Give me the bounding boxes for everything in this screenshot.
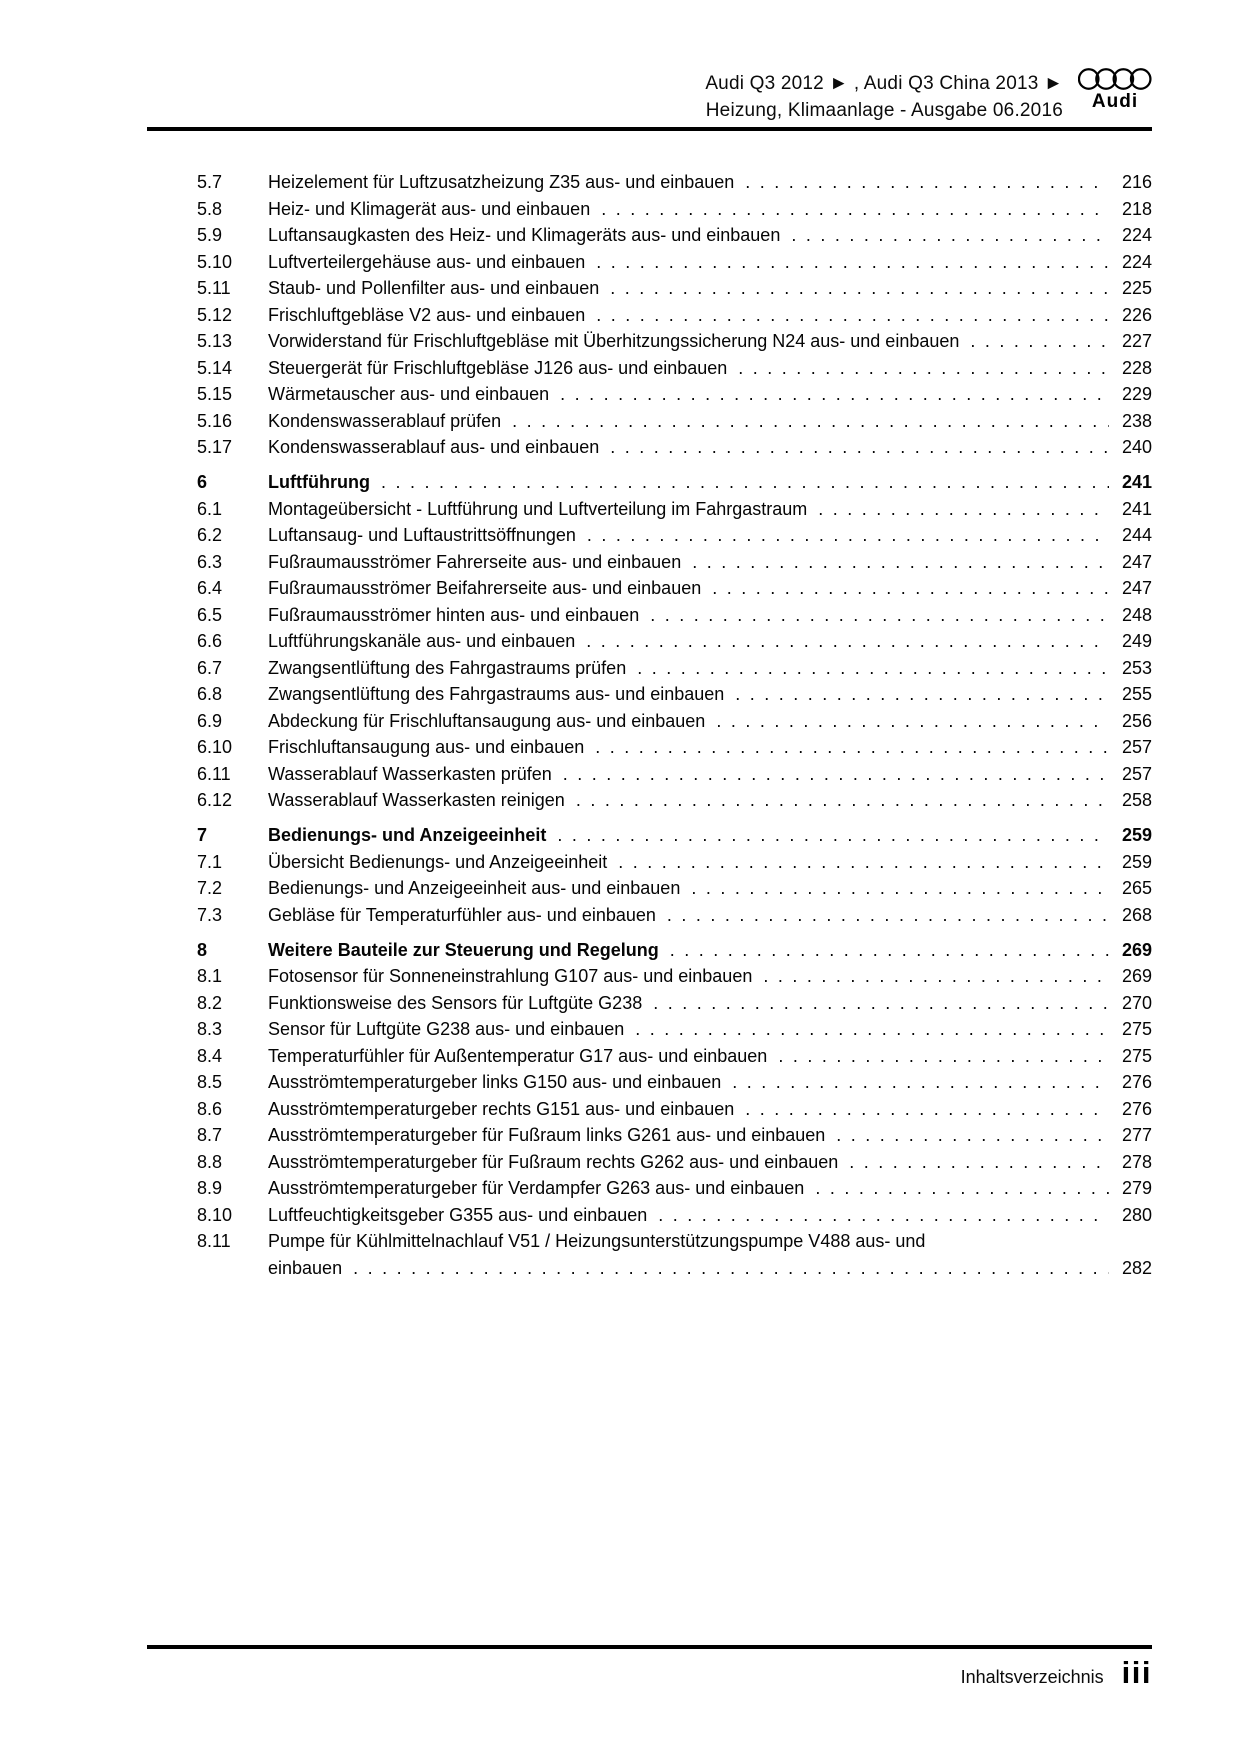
header-rule — [147, 127, 1152, 131]
toc-entry-number: 7.2 — [197, 878, 223, 898]
toc-entry-page: 275 — [1121, 1045, 1152, 1066]
toc-row — [197, 169, 1152, 196]
toc-entry-title: Frischluftgebläse V2 aus- und einbauen — [268, 304, 586, 325]
dot-leader — [712, 575, 1109, 602]
toc-row — [197, 761, 1152, 788]
toc-entry-title: Ausströmtemperaturgeber für Fußraum links G261 aus- und einbauen — [268, 1125, 826, 1145]
dot-leader — [635, 1016, 1109, 1043]
toc-entry-number: 8.6 — [197, 1098, 223, 1119]
toc-entry-number: 5.16 — [197, 410, 233, 431]
toc-row — [197, 1043, 1152, 1070]
dot-leader — [691, 875, 1109, 902]
toc-entry-number: 6.11 — [197, 763, 231, 784]
toc-entry-number: 5.10 — [197, 251, 233, 272]
toc-entry-page: 269 — [1121, 966, 1152, 986]
dot-leader — [732, 1069, 1109, 1096]
toc-entry-title: Montageübersicht - Luftführung und Luftverteilung im Fahrgastraum — [268, 498, 808, 519]
dot-leader — [353, 1255, 1109, 1282]
toc-row — [197, 222, 1152, 249]
dot-leader — [650, 602, 1109, 629]
toc-entry-page: 238 — [1121, 410, 1152, 431]
audi-rings-icon — [1078, 66, 1152, 92]
toc-entry-page: 257 — [1121, 763, 1152, 784]
toc-entry-number: 6.3 — [197, 551, 223, 572]
toc-entry-title-continued: einbauen — [268, 1257, 343, 1278]
toc-row — [197, 1122, 1152, 1149]
toc-row — [197, 822, 1152, 849]
toc-entry-title: Ausströmtemperaturgeber für Fußraum rechts G262 aus- und einbauen — [268, 1151, 839, 1172]
toc-entry-page: 282 — [1121, 1257, 1152, 1278]
toc-entry-title: Kondenswasserablauf prüfen — [268, 410, 502, 431]
toc-entry-title: Bedienungs- und Anzeigeeinheit aus- und einbauen — [268, 878, 681, 898]
toc-row — [197, 328, 1152, 355]
dot-leader — [512, 408, 1109, 435]
toc-entry-title: Fußraumausströmer Fahrerseite aus- und einbauen — [268, 551, 682, 572]
dot-leader — [610, 275, 1109, 302]
toc-entry-number: 6.7 — [197, 657, 223, 678]
toc-entry-page: 268 — [1121, 904, 1152, 925]
toc-row — [197, 249, 1152, 276]
toc-entry-title: Heiz- und Klimagerät aus- und einbauen — [268, 198, 591, 219]
toc-row — [197, 902, 1152, 929]
toc-entry-number: 6.6 — [197, 631, 223, 651]
dot-leader — [596, 302, 1109, 329]
toc-entry-title: Fotosensor für Sonneneinstrahlung G107 aus- und einbauen — [268, 966, 753, 986]
toc-entry-title: Gebläse für Temperaturfühler aus- und einbauen — [268, 904, 656, 925]
toc-entry-page: 247 — [1121, 551, 1152, 572]
dot-leader — [596, 249, 1109, 276]
toc-row — [197, 849, 1152, 876]
dot-leader — [818, 496, 1109, 523]
toc-entry-title: Luftverteilergehäuse aus- und einbauen — [268, 251, 586, 272]
page-header — [147, 66, 1152, 124]
dot-leader — [735, 681, 1109, 708]
dot-leader — [601, 196, 1109, 223]
toc-entry-title: Luftfeuchtigkeitsgeber G355 aus- und einbauen — [268, 1204, 648, 1225]
toc-entry-title: Frischluftansaugung aus- und einbauen — [268, 737, 585, 757]
toc-row — [197, 875, 1152, 902]
toc-entry-number: 8.7 — [197, 1125, 223, 1145]
page-number: iii — [1121, 1655, 1152, 1690]
toc-entry-number: 6.4 — [197, 578, 223, 598]
toc-row — [197, 196, 1152, 223]
toc-row — [197, 355, 1152, 382]
toc-row — [197, 708, 1152, 735]
toc-entry-page: 270 — [1121, 992, 1152, 1013]
toc-entry-page: 218 — [1121, 198, 1152, 219]
audi-logo — [1078, 66, 1152, 111]
toc-row — [197, 408, 1152, 435]
toc-row — [197, 1069, 1152, 1096]
toc-entry-title: Weitere Bauteile zur Steuerung und Regelung — [268, 939, 659, 960]
dot-leader — [970, 328, 1109, 355]
toc-entry-title: Zwangsentlüftung des Fahrgastraums aus- und einbauen — [268, 684, 725, 704]
toc-entry-number: 5.14 — [197, 357, 233, 378]
toc-entry-number: 6.10 — [197, 737, 233, 757]
toc-row — [197, 681, 1152, 708]
dot-leader — [745, 169, 1109, 196]
dot-leader — [610, 434, 1109, 461]
toc-entry-number: 8.8 — [197, 1151, 223, 1172]
toc-entry-number: 7.1 — [197, 851, 223, 872]
toc-entry-title: Wasserablauf Wasserkasten prüfen — [268, 763, 552, 784]
toc-entry-title: Bedienungs- und Anzeigeeinheit — [268, 825, 547, 845]
toc-entry-page: 253 — [1121, 657, 1152, 678]
dot-leader — [658, 1202, 1109, 1229]
toc-entry-page: 265 — [1121, 878, 1152, 898]
toc-entry-title: Fußraumausströmer hinten aus- und einbauen — [268, 604, 640, 625]
toc-entry-page: 216 — [1121, 172, 1152, 192]
toc-entry-number: 8.4 — [197, 1045, 223, 1066]
dot-leader — [836, 1122, 1109, 1149]
toc-entry-title: Heizelement für Luftzusatzheizung Z35 aus- und einbauen — [268, 172, 735, 192]
toc-row — [197, 1096, 1152, 1123]
toc-entry-page: 255 — [1121, 684, 1152, 704]
toc-entry-title: Luftführung — [268, 472, 370, 492]
dot-leader — [595, 734, 1109, 761]
toc-entry-page: 259 — [1121, 825, 1152, 845]
dot-leader — [745, 1096, 1109, 1123]
toc-entry-title: Vorwiderstand für Frischluftgebläse mit Überhitzungssicherung N24 aus- und einbauen — [268, 331, 960, 351]
toc-entry-page: 248 — [1121, 604, 1152, 625]
toc-entry-page: 226 — [1121, 304, 1152, 325]
dot-leader — [618, 849, 1109, 876]
toc-entry-number: 5.7 — [197, 172, 223, 192]
toc-row — [197, 990, 1152, 1017]
toc-entry-page: 279 — [1121, 1178, 1152, 1198]
toc-entry-number: 6.9 — [197, 710, 223, 731]
dot-leader — [586, 628, 1109, 655]
dot-leader — [849, 1149, 1109, 1176]
toc-row — [197, 522, 1152, 549]
toc-entry-title: Ausströmtemperaturgeber für Verdampfer G263 aus- und einbauen — [268, 1178, 805, 1198]
toc-row — [197, 549, 1152, 576]
toc-entry-page: 278 — [1121, 1151, 1152, 1172]
toc-row — [197, 1202, 1152, 1229]
dot-leader — [563, 761, 1109, 788]
toc-entry-page: 257 — [1121, 737, 1152, 757]
toc-row — [197, 469, 1152, 496]
toc-row — [197, 275, 1152, 302]
toc-entry-page: 241 — [1121, 472, 1152, 492]
toc-entry-number: 8.5 — [197, 1072, 223, 1092]
toc-entry-number: 8.9 — [197, 1178, 223, 1198]
toc-entry-title: Luftführungskanäle aus- und einbauen — [268, 631, 576, 651]
dot-leader — [791, 222, 1109, 249]
toc-entry-title: Steuergerät für Frischluftgebläse J126 aus- und einbauen — [268, 357, 728, 378]
dot-leader — [667, 902, 1109, 929]
toc-entry-title: Ausströmtemperaturgeber links G150 aus- und einbauen — [268, 1072, 722, 1092]
toc-row — [197, 381, 1152, 408]
toc-entry-number: 5.8 — [197, 198, 223, 219]
footer-rule — [147, 1645, 1152, 1649]
toc-entry-title: Staub- und Pollenfilter aus- und einbauen — [268, 278, 600, 298]
toc-entry-page: 280 — [1121, 1204, 1152, 1225]
toc-entry-page: 259 — [1121, 851, 1152, 872]
toc-entry-number: 8.2 — [197, 992, 223, 1013]
dot-leader — [815, 1175, 1109, 1202]
toc-entry-page: 275 — [1121, 1019, 1152, 1039]
toc-entry-number: 6.12 — [197, 790, 233, 810]
toc-row — [197, 1149, 1152, 1176]
toc-entry-title: Abdeckung für Frischluftansaugung aus- und einbauen — [268, 710, 706, 731]
toc-entry-number: 5.15 — [197, 384, 233, 404]
dot-leader — [576, 787, 1109, 814]
dot-leader — [587, 522, 1109, 549]
toc-entry-title: Luftansaug- und Luftaustrittsöffnungen — [268, 525, 576, 545]
toc-entry-title: Luftansaugkasten des Heiz- und Klimageräts aus- und einbauen — [268, 225, 781, 245]
toc-row — [197, 434, 1152, 461]
toc-row — [197, 496, 1152, 523]
toc-entry-page: 276 — [1121, 1098, 1152, 1119]
toc-entry-title: Ausströmtemperaturgeber rechts G151 aus- und einbauen — [268, 1098, 735, 1119]
toc-entry-page: 244 — [1121, 525, 1152, 545]
toc-entry-title: Kondenswasserablauf aus- und einbauen — [268, 437, 600, 457]
dot-leader — [653, 990, 1109, 1017]
toc-entry-number: 6.2 — [197, 525, 223, 545]
toc-row — [197, 787, 1152, 814]
toc-entry-page: 225 — [1121, 278, 1152, 298]
header-text — [705, 70, 1063, 124]
dot-leader — [560, 381, 1109, 408]
toc-row — [197, 602, 1152, 629]
toc-entry-number: 8.3 — [197, 1019, 223, 1039]
toc-row — [197, 734, 1152, 761]
table-of-contents — [197, 169, 1152, 1281]
toc-entry-number: 7 — [197, 825, 208, 845]
dot-leader — [716, 708, 1109, 735]
toc-entry-page: 256 — [1121, 710, 1152, 731]
toc-row — [197, 628, 1152, 655]
toc-entry-page: 249 — [1121, 631, 1152, 651]
dot-leader — [557, 822, 1109, 849]
toc-entry-title: Fußraumausströmer Beifahrerseite aus- und einbauen — [268, 578, 702, 598]
header-manual-line: Heizung, Klimaanlage - Ausgabe 06.2016 — [705, 100, 1063, 121]
toc-entry-title: Wasserablauf Wasserkasten reinigen — [268, 790, 565, 810]
toc-row — [197, 575, 1152, 602]
toc-entry-number: 6.5 — [197, 604, 223, 625]
dot-leader — [738, 355, 1109, 382]
toc-entry-title: Übersicht Bedienungs- und Anzeigeeinheit — [268, 851, 608, 872]
toc-entry-number: 8 — [197, 939, 208, 960]
toc-entry-page: 229 — [1121, 384, 1152, 404]
toc-entry-number: 6.1 — [197, 498, 223, 519]
toc-entry-title: Temperaturfühler für Außentemperatur G17 aus- und einbauen — [268, 1045, 768, 1066]
toc-entry-number: 8.1 — [197, 966, 223, 986]
dot-leader — [778, 1043, 1109, 1070]
dot-leader — [381, 469, 1109, 496]
toc-entry-number: 8.11 — [197, 1231, 231, 1251]
page-footer — [147, 1657, 1152, 1688]
toc-entry-number: 7.3 — [197, 904, 223, 925]
toc-row — [197, 655, 1152, 682]
dot-leader — [637, 655, 1109, 682]
toc-entry-title: Wärmetauscher aus- und einbauen — [268, 384, 550, 404]
toc-entry-number: 5.12 — [197, 304, 233, 325]
toc-entry-page: 228 — [1121, 357, 1152, 378]
toc-entry-number: 5.13 — [197, 331, 233, 351]
header-model-line: Audi Q3 2012 ► , Audi Q3 China 2013 ► — [705, 73, 1063, 94]
toc-entry-page: 258 — [1121, 790, 1152, 810]
toc-row — [197, 963, 1152, 990]
toc-row — [197, 1175, 1152, 1202]
dot-leader — [670, 937, 1109, 964]
dot-leader — [763, 963, 1109, 990]
toc-entry-number: 6 — [197, 472, 208, 492]
toc-entry-page: 277 — [1121, 1125, 1152, 1145]
toc-entry-title: Sensor für Luftgüte G238 aus- und einbauen — [268, 1019, 625, 1039]
toc-entry-page: 227 — [1121, 331, 1152, 351]
footer-label: Inhaltsverzeichnis — [960, 1667, 1104, 1687]
toc-entry-number: 5.9 — [197, 225, 223, 245]
toc-entry-page: 247 — [1121, 578, 1152, 598]
audi-wordmark: Audi — [1091, 91, 1139, 112]
dot-leader — [692, 549, 1109, 576]
toc-entry-number: 6.8 — [197, 684, 223, 704]
toc-row — [197, 1228, 1152, 1281]
toc-entry-page: 269 — [1121, 939, 1152, 960]
toc-row — [197, 937, 1152, 964]
toc-entry-number: 5.17 — [197, 437, 233, 457]
toc-row — [197, 302, 1152, 329]
toc-entry-title: Zwangsentlüftung des Fahrgastraums prüfen — [268, 657, 627, 678]
toc-entry-title: Funktionsweise des Sensors für Luftgüte G238 — [268, 992, 643, 1013]
toc-entry-page: 276 — [1121, 1072, 1152, 1092]
toc-entry-title: Pumpe für Kühlmittelnachlauf V51 / Heizungsunterstützungspumpe V488 aus- und — [268, 1231, 926, 1251]
toc-entry-page: 240 — [1121, 437, 1152, 457]
toc-entry-page: 224 — [1121, 225, 1152, 245]
toc-entry-number: 5.11 — [197, 278, 231, 298]
toc-row — [197, 1016, 1152, 1043]
toc-entry-number: 8.10 — [197, 1204, 233, 1225]
toc-entry-page: 241 — [1121, 498, 1152, 519]
toc-entry-page: 224 — [1121, 251, 1152, 272]
